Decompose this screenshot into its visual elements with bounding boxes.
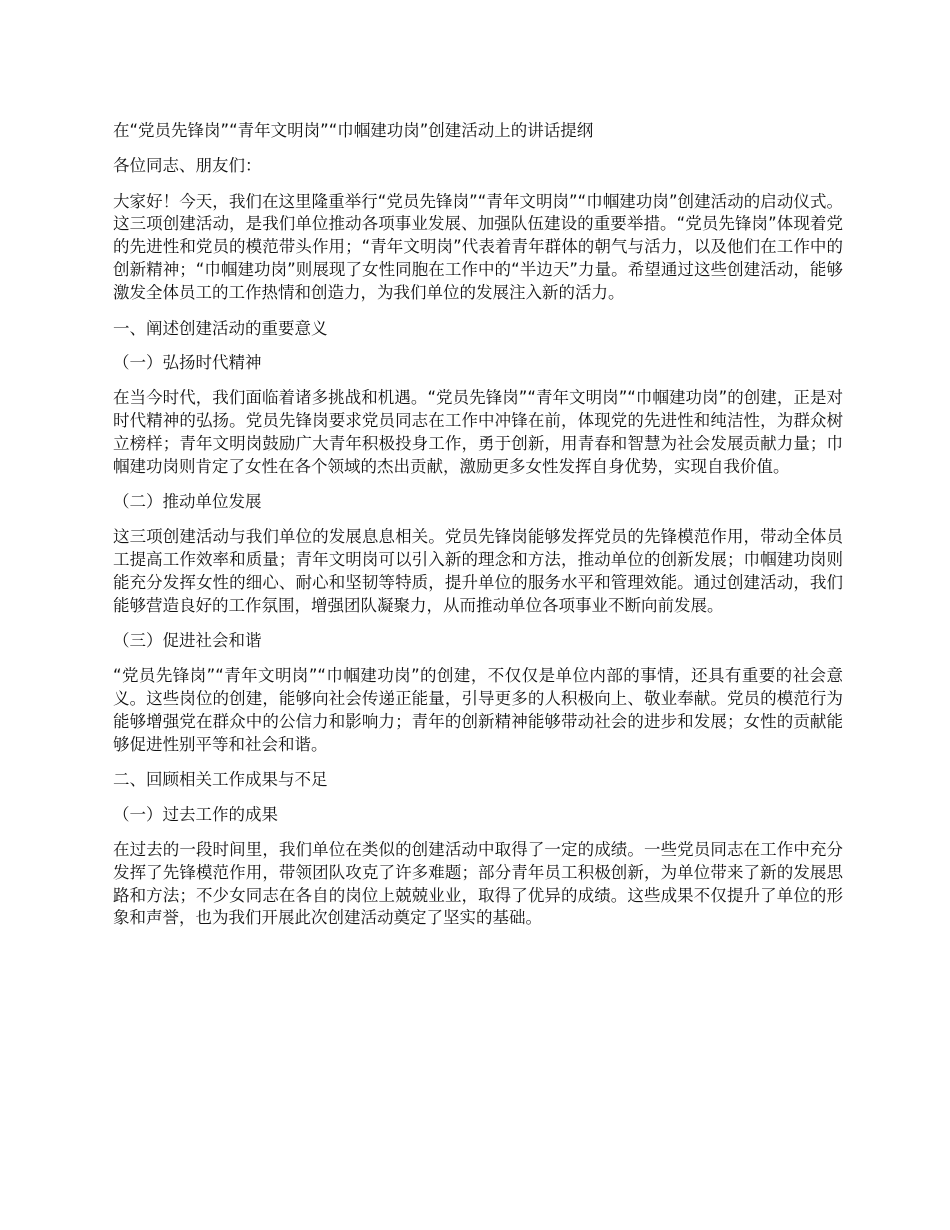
s1-sub1-heading: （一）弘扬时代精神 <box>113 353 262 373</box>
s1-sub2-paragraph: 这三项创建活动与我们单位的发展息息相关。党员先锋岗能够发挥党员的先锋模范作用，带动全体员工提高工作效率和质量；青年文明岗可以引入新的理念和方法，推动单位的创新发展；巾帼建功岗则能充分发挥女性的细心、耐心和坚韧等特质，提升单位的服务水平和管理效能。通过创建活动，我们能够营造良好的工作氛围，增强团队凝聚力，从而推动单位各项事业不断向前发展。 <box>113 527 843 615</box>
section2-heading: 二、回顾相关工作成果与不足 <box>113 770 328 790</box>
s1-sub3-paragraph: “党员先锋岗”“青年文明岗”“巾帼建功岗”的创建，不仅仅是单位内部的事情，还具有重要的社会意义。这些岗位的创建，能够向社会传递正能量，引导更多的人积极向上、敬业奉献。党员的模范行为能够增强党在群众中的公信力和影响力；青年的创新精神能够带动社会的进步和发展；女性的贡献能够促进性别平等和社会和谐。 <box>113 666 843 754</box>
s1-sub2-heading: （二）推动单位发展 <box>113 492 262 512</box>
greeting: 各位同志、朋友们： <box>113 155 262 175</box>
s2-sub1-heading: （一）过去工作的成果 <box>113 805 278 825</box>
intro-paragraph: 大家好！今天，我们在这里隆重举行“党员先锋岗”“青年文明岗”“巾帼建功岗”创建活动的启动仪式。这三项创建活动，是我们单位推动各项事业发展、加强队伍建设的重要举措。“党员先锋岗”体现着党的先进性和党员的模范带头作用；“青年文明岗”代表着青年群体的朝气与活力，以及他们在工作中的创新精神；“巾帼建功岗”则展现了女性同胞在工作中的“半边天”力量。希望通过这些创建活动，能够激发全体员工的工作热情和创造力，为我们单位的发展注入新的活力。 <box>113 191 843 302</box>
s1-sub3-heading: （三）促进社会和谐 <box>113 631 262 651</box>
document-page <box>113 120 843 943</box>
s2-sub1-paragraph: 在过去的一段时间里，我们单位在类似的创建活动中取得了一定的成绩。一些党员同志在工作中充分发挥了先锋模范作用，带领团队攻克了许多难题；部分青年员工积极创新，为单位带来了新的发展思路和方法；不少女同志在各自的岗位上兢兢业业，取得了优异的成绩。这些成果不仅提升了单位的形象和声誉，也为我们开展此次创建活动奠定了坚实的基础。 <box>113 839 843 928</box>
document-title: 在“党员先锋岗”“青年文明岗”“巾帼建功岗”创建活动上的讲话提纲 <box>113 121 594 140</box>
s1-sub1-paragraph: 在当今时代，我们面临着诸多挑战和机遇。“党员先锋岗”“青年文明岗”“巾帼建功岗”的创建，正是对时代精神的弘扬。党员先锋岗要求党员同志在工作中冲锋在前，体现党的先进性和纯洁性，为群众树立榜样；青年文明岗鼓励广大青年积极投身工作，勇于创新，用青春和智慧为社会发展贡献力量；巾帼建功岗则肯定了女性在各个领域的杰出贡献，激励更多女性发挥自身优势，实现自我价值。 <box>113 388 843 476</box>
section1-heading: 一、阐述创建活动的重要意义 <box>113 318 328 338</box>
